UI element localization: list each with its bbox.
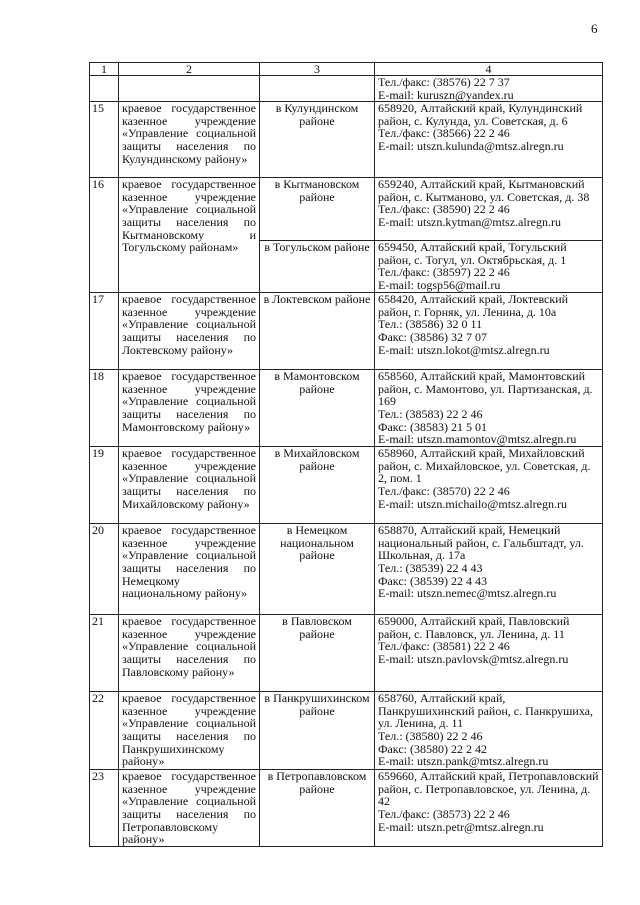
table-row: [90, 102, 603, 178]
institution-name: краевое государственное казенное учреждение «Управление социальной защиты населения по Михайловскому району»: [119, 447, 260, 524]
header-col-2: 2: [119, 63, 260, 76]
header-col-4: 4: [375, 63, 603, 76]
contact-details: 658420, Алтайский край, Локтевский район, г. Горняк, ул. Ленина, д. 10а Тел.: (38586) 32 0 11 Факс: (38586) 32 7 07 E-mail: utszn.lokot@mtsz.alregn.ru: [375, 293, 603, 370]
district-name: в Панкрушихинском районе: [260, 692, 375, 770]
institution-name: краевое государственное казенное учреждение «Управление социальной защиты населения по Павловскому району»: [119, 615, 260, 692]
table-row: [90, 293, 603, 370]
table-row: [90, 770, 603, 847]
contact-details: 658920, Алтайский край, Кулундинский район, с. Кулунда, ул. Советская, д. 6 Тел./факс: (38566) 22 2 46 E-mail: utszn.kulunda@mtsz.alregn.ru: [375, 102, 603, 178]
table-row: [90, 524, 603, 615]
district-name: в Михайловском районе: [260, 447, 375, 524]
table-row: [90, 178, 603, 241]
table-row: [90, 615, 603, 692]
header-row: [90, 63, 603, 76]
district-name: в Тогульском районе: [260, 241, 375, 293]
district-name: в Локтевском районе: [260, 293, 375, 370]
contacts-cell: Тел./факс: (38576) 22 7 37 E-mail: kuruszn@yandex.ru: [375, 76, 603, 102]
institution-name: краевое государственное казенное учреждение «Управление социальной защиты населения по Панкрушихинскому району»: [119, 692, 260, 770]
row-number: 20: [90, 524, 119, 615]
header-col-1: 1: [90, 63, 119, 76]
table-row: [90, 447, 603, 524]
district-cell: [260, 76, 375, 102]
table-row: [90, 370, 603, 447]
row-number: 15: [90, 102, 119, 178]
number-cell: [90, 76, 119, 102]
district-name: в Кулундинском районе: [260, 102, 375, 178]
row-number: 16: [90, 178, 119, 293]
institution-cell: [119, 76, 260, 102]
table-row-continuation: [90, 76, 603, 102]
institution-name: краевое государственное казенное учреждение «Управление социальной защиты населения по Немецкому национальному району»: [119, 524, 260, 615]
row-number: 21: [90, 615, 119, 692]
institution-name: краевое государственное казенное учреждение «Управление социальной защиты населения по Мамонтовскому району»: [119, 370, 260, 447]
district-name: в Кытмановском районе: [260, 178, 375, 241]
district-name: в Немецком национальном районе: [260, 524, 375, 615]
row-number: 19: [90, 447, 119, 524]
contact-details: 658870, Алтайский край, Немецкий национальный район, с. Гальбштадт, ул. Школьная, д. 17а Тел.: (38539) 22 4 43 Факс: (38539) 22 4 43 E-mail: utszn.nemec@mtsz.alregn.ru: [375, 524, 603, 615]
row-number: 17: [90, 293, 119, 370]
institutions-table: [89, 62, 603, 847]
row-number: 18: [90, 370, 119, 447]
table-row: [90, 692, 603, 770]
contact-details: 659450, Алтайский край, Тогульский район, с. Тогул, ул. Октябрьская, д. 1 Тел./факс: (38597) 22 2 46 E-mail: togsp56@mail.ru: [375, 241, 603, 293]
row-number: 23: [90, 770, 119, 847]
institution-name: краевое государственное казенное учреждение «Управление социальной защиты населения по Локтевскому району»: [119, 293, 260, 370]
institution-name: краевое государственное казенное учреждение «Управление социальной защиты населения по Петропавловскому району»: [119, 770, 260, 847]
district-name: в Мамонтовском районе: [260, 370, 375, 447]
contact-details: 658760, Алтайский край, Панкрушихинский район, с. Панкрушиха, ул. Ленина, д. 11 Тел.: (38580) 22 2 46 Факс: (38580) 22 2 42 E-mail: utszn.pank@mtsz.alregn.ru: [375, 692, 603, 770]
row-number: 22: [90, 692, 119, 770]
page-number: 6: [591, 21, 598, 36]
institution-name: краевое государственное казенное учреждение «Управление социальной защиты населения по Кулундинскому району»: [119, 102, 260, 178]
institution-name: краевое государственное казенное учреждение «Управление социальной защиты населения по Кытмановскому и Тогульскому районам»: [119, 178, 260, 293]
contact-details: 658960, Алтайский край, Михайловский район, с. Михайловское, ул. Советская, д. 2, пом. 1 Тел./факс: (38570) 22 2 46 E-mail: utszn.michailo@mtsz.alregn.ru: [375, 447, 603, 524]
contact-details: 659000, Алтайский край, Павловский район, с. Павловск, ул. Ленина, д. 11 Тел./факс: (38581) 22 2 46 E-mail: utszn.pavlovsk@mtsz.alregn.ru: [375, 615, 603, 692]
contact-details: 659240, Алтайский край, Кытмановский район, с. Кытманово, ул. Советская, д. 38 Тел./факс: (38590) 22 2 46 E-mail: utszn.kytman@mtsz.alregn.ru: [375, 178, 603, 241]
contact-details: 658560, Алтайский край, Мамонтовский район, с. Мамонтово, ул. Партизанская, д. 169 Тел.: (38583) 22 2 46 Факс: (38583) 21 5 01 E-mail: utszn.mamontov@mtsz.alregn.ru: [375, 370, 603, 447]
header-col-3: 3: [260, 63, 375, 76]
district-name: в Павловском районе: [260, 615, 375, 692]
contact-details: 659660, Алтайский край, Петропавловский район, с. Петропавловское, ул. Ленина, д. 42 Тел./факс: (38573) 22 2 46 E-mail: utszn.petr@mtsz.alregn.ru: [375, 770, 603, 847]
district-name: в Петропавловском районе: [260, 770, 375, 847]
